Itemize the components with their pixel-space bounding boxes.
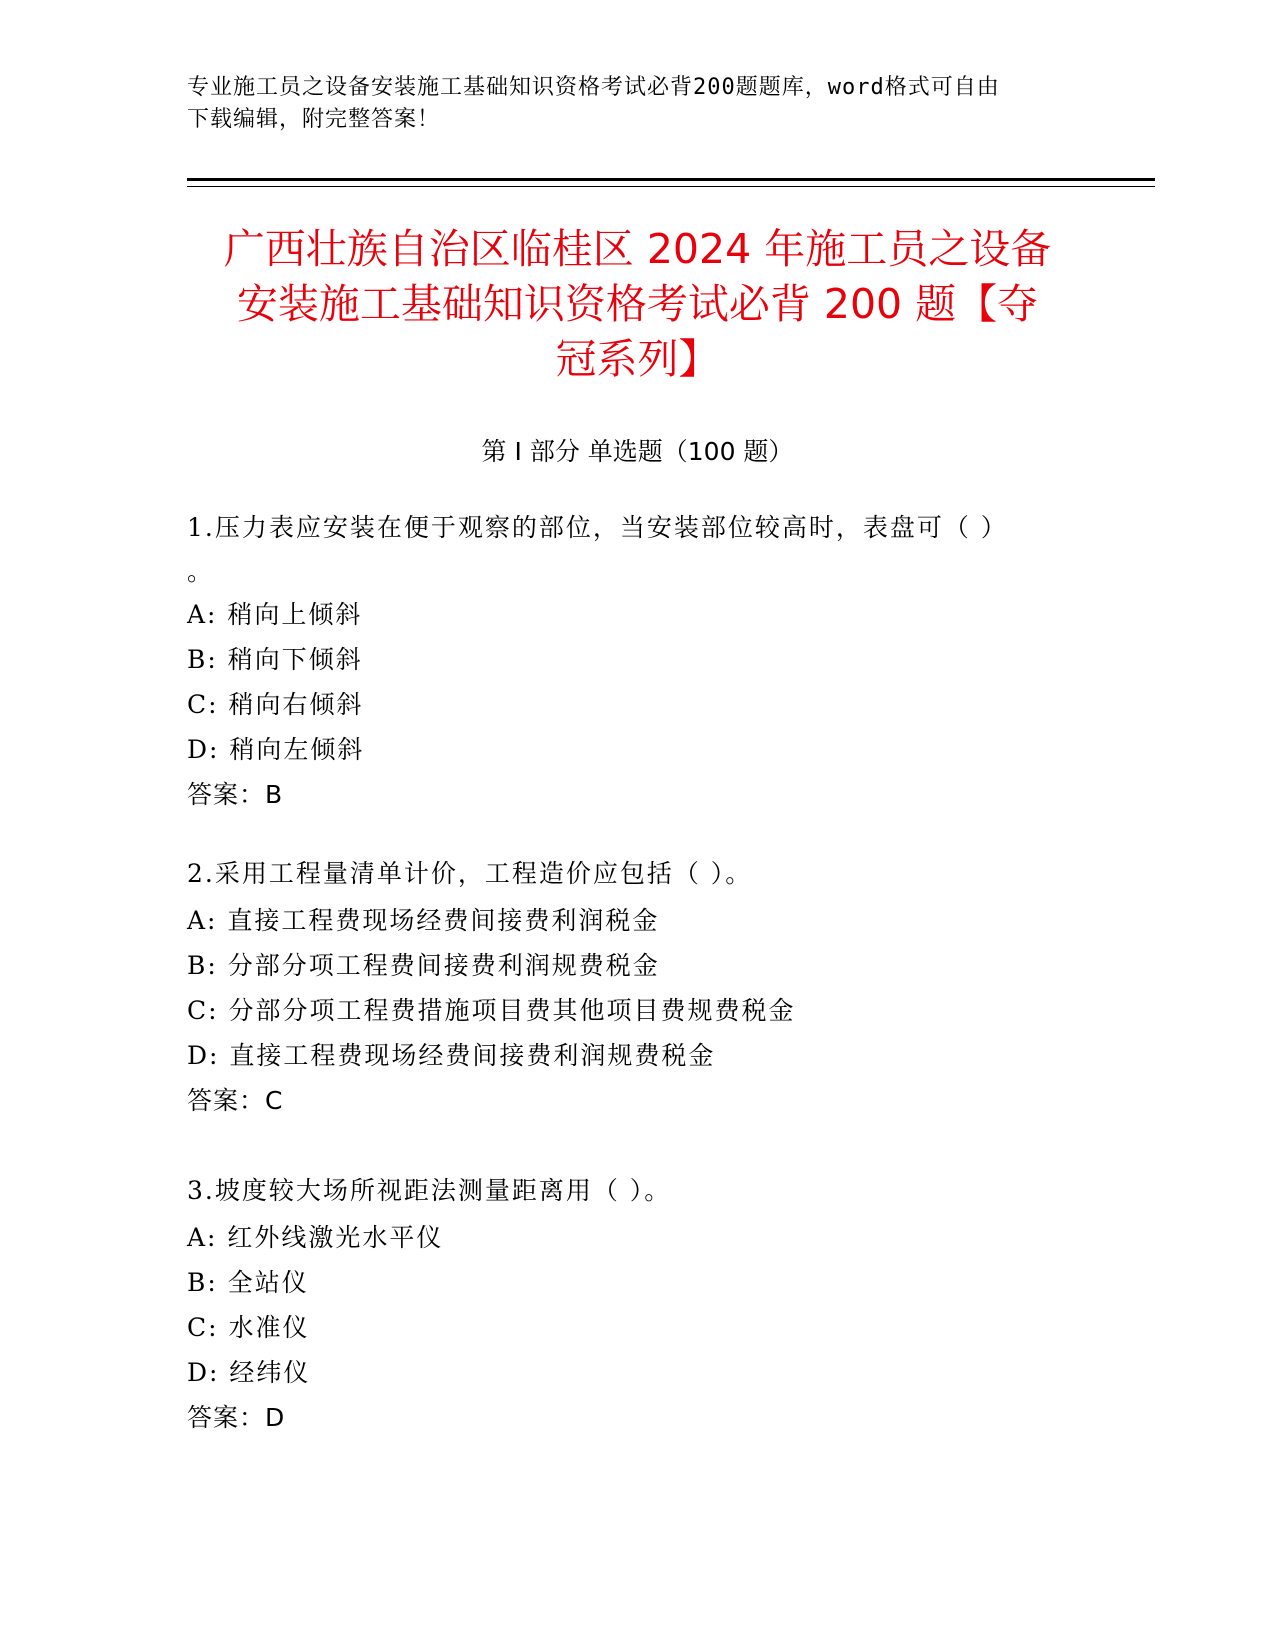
header-divider-thick — [187, 178, 1155, 181]
option-a: A: 直接工程费现场经费间接费利润税金 — [187, 906, 660, 935]
question-2 — [187, 850, 1087, 1124]
section-heading: 第 I 部分 单选题（100 题） — [481, 437, 794, 466]
answer: 答案：D — [187, 1403, 286, 1432]
question-stem: 3.坡度较大场所视距法测量距离用（ ）。 — [187, 1176, 672, 1205]
option-d: D: 直接工程费现场经费间接费利润规费税金 — [187, 1041, 716, 1070]
option-b: B: 全站仪 — [187, 1268, 309, 1297]
title-line-2: 安装施工基础知识资格考试必背 200 题【夺 — [236, 280, 1039, 328]
question-1 — [187, 504, 1087, 818]
option-d: D: 经纬仪 — [187, 1358, 311, 1387]
title-line-3: 冠系列】 — [555, 335, 720, 383]
option-c: C: 稍向右倾斜 — [187, 690, 364, 719]
title-line-1: 广西壮族自治区临桂区 2024 年施工员之设备 — [223, 225, 1052, 273]
question-stem: 2.采用工程量清单计价，工程造价应包括（ ）。 — [187, 859, 753, 888]
option-c: C: 水准仪 — [187, 1313, 310, 1342]
header-divider-thin — [187, 186, 1155, 187]
option-a: A: 稍向上倾斜 — [187, 600, 363, 629]
option-d: D: 稍向左倾斜 — [187, 735, 365, 764]
option-b: B: 稍向下倾斜 — [187, 645, 363, 674]
intro-text — [187, 72, 1067, 136]
option-c: C: 分部分项工程费措施项目费其他项目费规费税金 — [187, 996, 796, 1025]
question-3 — [187, 1167, 1087, 1441]
question-stem: 1.压力表应安装在便于观察的部位，当安装部位较高时，表盘可（ ） — [187, 513, 1008, 542]
intro-line-2: 下载编辑，附完整答案！ — [187, 107, 441, 132]
intro-line-1: 专业施工员之设备安装施工基础知识资格考试必背200题题库，word格式可自由 — [187, 75, 1000, 100]
question-stem-continuation: 。 — [187, 557, 215, 586]
answer: 答案：C — [187, 1086, 284, 1115]
option-a: A: 红外线激光水平仪 — [187, 1223, 444, 1252]
document-title — [170, 222, 1105, 387]
option-b: B: 分部分项工程费间接费利润规费税金 — [187, 951, 660, 980]
answer: 答案：B — [187, 780, 284, 809]
